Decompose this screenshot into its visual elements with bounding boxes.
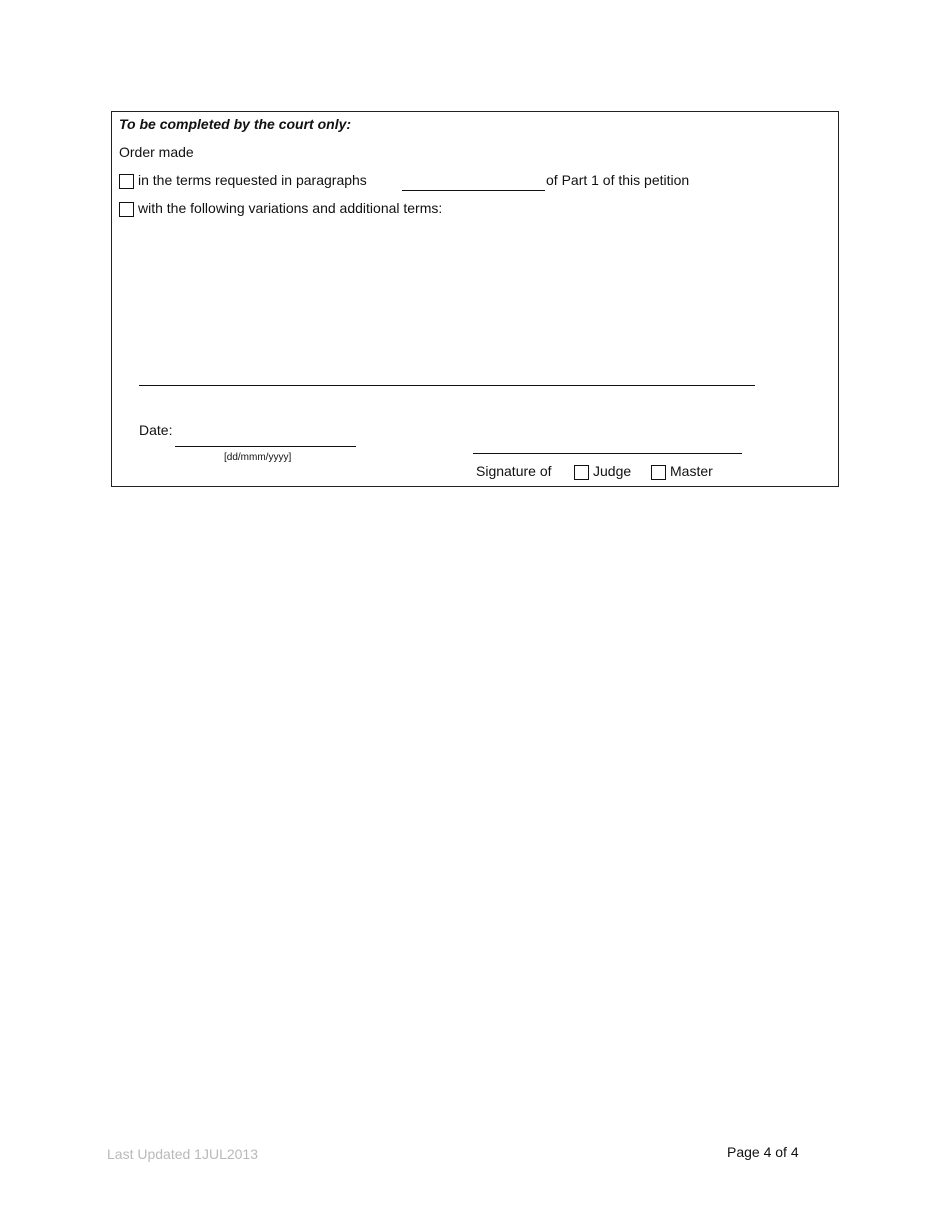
terms-requested-checkbox[interactable] [119,174,134,189]
variations-checkbox[interactable] [119,202,134,217]
date-format-hint: [dd/mmm/yyyy] [224,452,292,463]
variations-label: with the following variations and additional terms: [138,200,443,216]
master-label: Master [670,463,713,479]
signature-label: Signature of [476,463,552,479]
part-reference-label: of Part 1 of this petition [546,172,690,188]
court-only-section [111,111,839,487]
last-updated: Last Updated 1JUL2013 [107,1146,258,1162]
signature-line[interactable] [473,453,742,454]
judge-label: Judge [593,463,632,479]
master-checkbox[interactable] [651,465,666,480]
date-input-line[interactable] [175,446,356,447]
date-label: Date: [139,422,173,438]
terms-requested-label: in the terms requested in paragraphs [138,172,367,188]
paragraphs-input-line[interactable] [402,190,545,191]
variations-input-line[interactable] [139,385,755,386]
judge-checkbox[interactable] [574,465,589,480]
page-number: Page 4 of 4 [727,1144,799,1160]
section-heading: To be completed by the court only: [119,116,352,132]
order-made-label: Order made [119,144,194,160]
